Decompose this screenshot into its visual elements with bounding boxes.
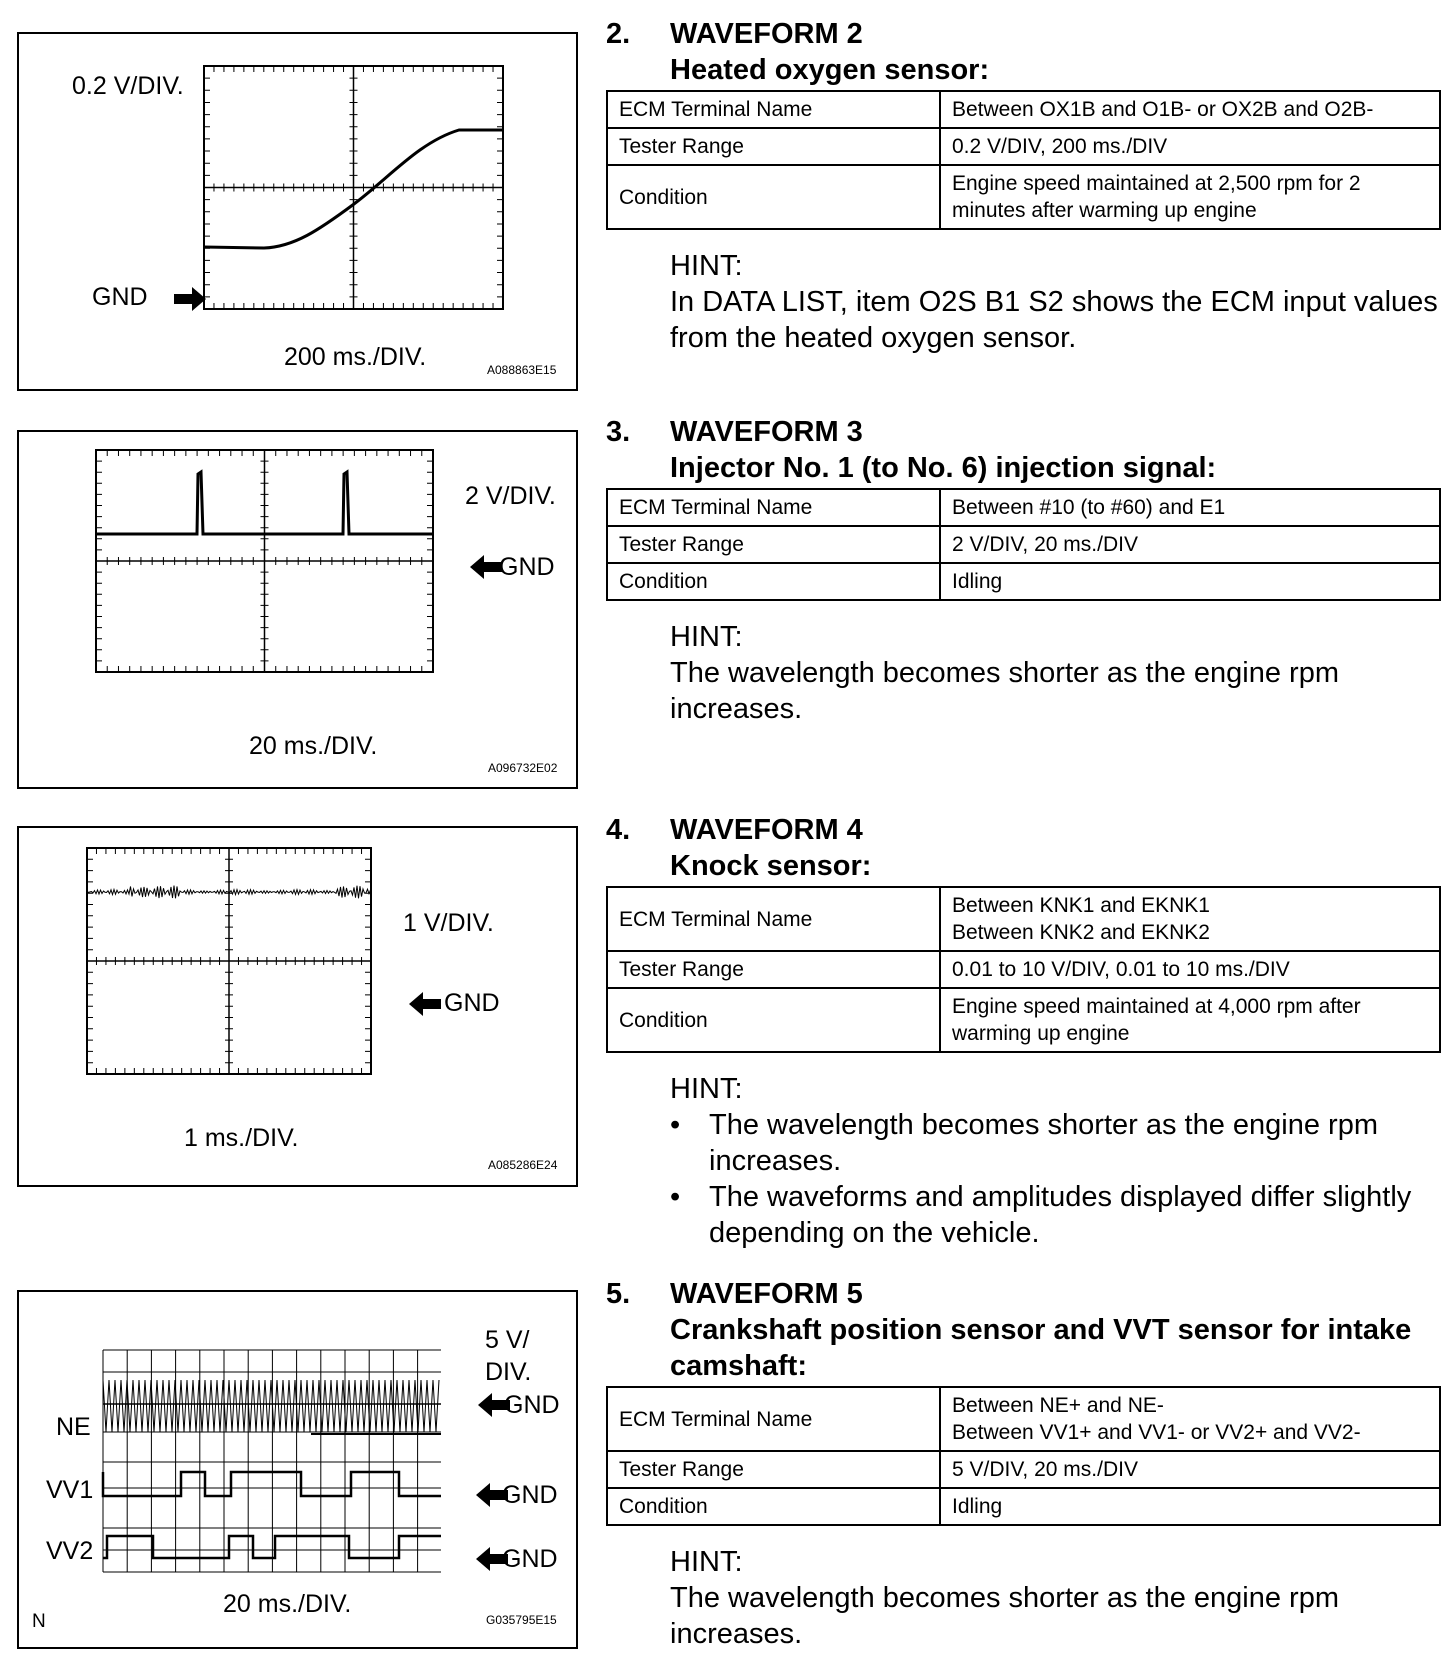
row-label: Condition xyxy=(607,165,940,229)
table-row xyxy=(607,91,1440,128)
gnd-label: GND xyxy=(499,553,555,581)
figure-code: A088863E15 xyxy=(487,363,557,377)
table-row xyxy=(607,1451,1440,1488)
hint-text: The wavelength becomes shorter as the engine rpm increases. xyxy=(670,1582,1339,1650)
row-value: Engine speed maintained at 4,000 rpm after warming up engine xyxy=(940,988,1440,1052)
waveform-figure-1 xyxy=(17,32,578,391)
row-value xyxy=(940,887,1440,951)
spec-table xyxy=(606,886,1441,1053)
section-number: 4. xyxy=(606,814,631,846)
hint-block xyxy=(670,248,1441,356)
section-number: 3. xyxy=(606,416,631,448)
hint-block xyxy=(670,1071,1441,1251)
waveform-figure-2 xyxy=(17,430,578,789)
row-label: ECM Terminal Name xyxy=(607,1387,940,1451)
section-title: WAVEFORM 5 xyxy=(670,1278,863,1310)
section-subtitle: Heated oxygen sensor: xyxy=(670,54,990,86)
row-value: Between OX1B and O1B- or OX2B and O2B- xyxy=(940,91,1440,128)
section-number: 2. xyxy=(606,18,631,50)
hint-text: The wavelength becomes shorter as the engine rpm increases. xyxy=(670,657,1339,725)
volt-per-div-label: 1 V/DIV. xyxy=(403,909,494,937)
volt-per-div-label-cont: DIV. xyxy=(485,1358,532,1386)
time-per-div-label: 200 ms./DIV. xyxy=(284,343,427,371)
row-value-line: Between VV1+ and VV1- or VV2+ and VV2- xyxy=(952,1421,1361,1444)
section-subtitle: Injector No. 1 (to No. 6) injection signal: xyxy=(670,452,1217,484)
section-heading xyxy=(606,1276,1441,1384)
table-row xyxy=(607,489,1440,526)
ne-signal-label: NE xyxy=(56,1413,91,1441)
figure-code: A085286E24 xyxy=(488,1158,558,1172)
spec-table xyxy=(606,1386,1441,1526)
waveform-section-4 xyxy=(606,812,1441,1251)
table-row xyxy=(607,988,1440,1052)
section-title: WAVEFORM 4 xyxy=(670,814,863,846)
vv2-signal-label: VV2 xyxy=(46,1537,94,1565)
row-value: 5 V/DIV, 20 ms./DIV xyxy=(940,1451,1440,1488)
hint-title: HINT: xyxy=(670,1546,743,1578)
gnd-label: GND xyxy=(92,283,148,311)
time-per-div-label: 1 ms./DIV. xyxy=(184,1124,299,1152)
figure-code: A096732E02 xyxy=(488,761,558,775)
table-row xyxy=(607,887,1440,951)
row-label: Condition xyxy=(607,563,940,600)
section-title: WAVEFORM 3 xyxy=(670,416,863,448)
row-value: 0.2 V/DIV, 200 ms./DIV xyxy=(940,128,1440,165)
waveform-figure-3 xyxy=(17,826,578,1187)
row-value-line: Between NE+ and NE- xyxy=(952,1394,1164,1417)
row-value: 2 V/DIV, 20 ms./DIV xyxy=(940,526,1440,563)
gnd-label: GND xyxy=(444,989,500,1017)
row-label: Tester Range xyxy=(607,526,940,563)
row-label: ECM Terminal Name xyxy=(607,887,940,951)
section-subtitle: Knock sensor: xyxy=(670,850,872,882)
row-value: Between #10 (to #60) and E1 xyxy=(940,489,1440,526)
waveform-section-5 xyxy=(606,1276,1441,1652)
row-label: Condition xyxy=(607,988,940,1052)
spec-table xyxy=(606,488,1441,601)
waveform-figure-4 xyxy=(17,1290,578,1649)
table-row xyxy=(607,951,1440,988)
row-value-line: Between KNK1 and EKNK1 xyxy=(952,894,1210,917)
section-title: WAVEFORM 2 xyxy=(670,18,863,50)
row-label: Tester Range xyxy=(607,1451,940,1488)
hint-block xyxy=(670,619,1441,727)
volt-per-div-label: 0.2 V/DIV. xyxy=(72,72,184,100)
section-heading xyxy=(606,812,1441,884)
volt-per-div-label: 2 V/DIV. xyxy=(465,482,556,510)
row-value: Engine speed maintained at 2,500 rpm for 2 minutes after warming up engine xyxy=(940,165,1440,229)
row-value: Idling xyxy=(940,1488,1440,1525)
gnd-ne-label: GND xyxy=(504,1391,560,1419)
row-value: 0.01 to 10 V/DIV, 0.01 to 10 ms./DIV xyxy=(940,951,1440,988)
row-label: Tester Range xyxy=(607,128,940,165)
section-heading xyxy=(606,414,1441,486)
list-item: • The wavelength becomes shorter as the engine rpm increases. xyxy=(670,1107,1441,1179)
section-subtitle: Crankshaft position sensor and VVT sensor for intake camshaft: xyxy=(670,1314,1412,1382)
hint-title: HINT: xyxy=(670,1073,743,1105)
time-per-div-label: 20 ms./DIV. xyxy=(249,732,378,760)
spec-table xyxy=(606,90,1441,230)
row-label: ECM Terminal Name xyxy=(607,489,940,526)
row-label: Condition xyxy=(607,1488,940,1525)
row-label: ECM Terminal Name xyxy=(607,91,940,128)
section-number: 5. xyxy=(606,1278,631,1310)
waveform-section-2 xyxy=(606,16,1441,356)
gnd-arrow-icon xyxy=(403,991,443,1017)
row-value: Idling xyxy=(940,563,1440,600)
time-per-div-label: 20 ms./DIV. xyxy=(223,1590,352,1618)
table-row xyxy=(607,563,1440,600)
hint-list xyxy=(670,1107,1441,1251)
gnd-vv1-label: GND xyxy=(502,1481,558,1509)
hint-title: HINT: xyxy=(670,621,743,653)
corner-label: N xyxy=(32,1611,46,1632)
table-row xyxy=(607,526,1440,563)
hint-title: HINT: xyxy=(670,250,743,282)
table-row xyxy=(607,165,1440,229)
row-value-line: Between KNK2 and EKNK2 xyxy=(952,921,1210,944)
table-row xyxy=(607,1488,1440,1525)
volt-per-div-label: 5 V/ xyxy=(485,1326,530,1354)
section-heading xyxy=(606,16,1441,88)
row-label: Tester Range xyxy=(607,951,940,988)
table-row xyxy=(607,1387,1440,1451)
list-item: • The waveforms and amplitudes displayed differ slightly depending on the vehicle. xyxy=(670,1179,1441,1251)
gnd-arrow-icon xyxy=(172,286,212,312)
gnd-arrow-icon xyxy=(464,554,504,580)
row-value xyxy=(940,1387,1440,1451)
figure-code: G035795E15 xyxy=(486,1613,557,1627)
ne-signal-trace xyxy=(103,1380,439,1432)
hint-block xyxy=(670,1544,1441,1652)
vv1-signal-label: VV1 xyxy=(46,1476,94,1504)
gnd-vv2-label: GND xyxy=(502,1545,558,1573)
hint-text: In DATA LIST, item O2S B1 S2 shows the ECM input values from the heated oxygen sensor. xyxy=(670,286,1438,354)
waveform-section-3 xyxy=(606,414,1441,727)
table-row xyxy=(607,128,1440,165)
